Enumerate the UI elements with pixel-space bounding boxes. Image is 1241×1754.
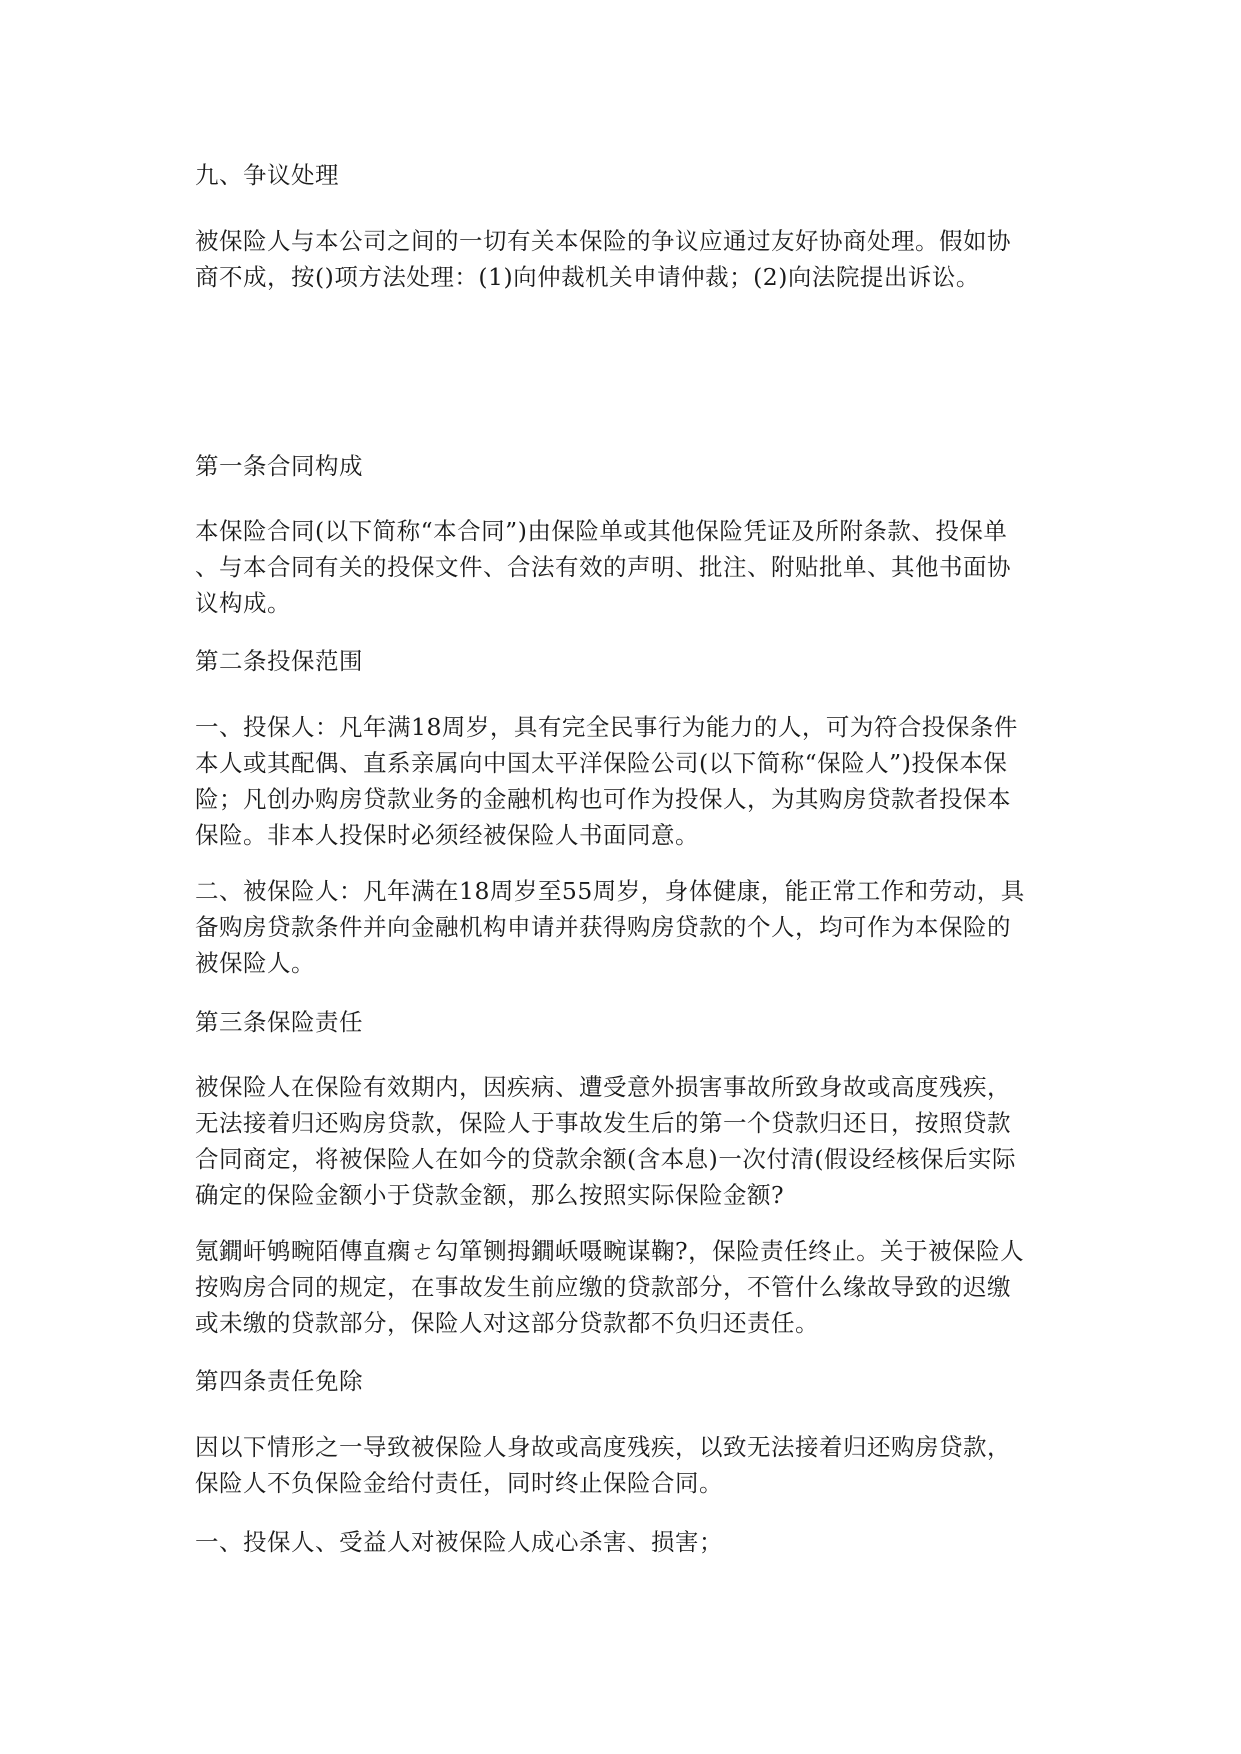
paragraph-liability-continued xyxy=(195,1233,1055,1341)
text-line: 被保险人。 xyxy=(195,949,315,977)
text-line: 险；凡创办购房贷款业务的金融机构也可作为投保人，为其购房贷款者投保本 xyxy=(195,785,1011,813)
text-line: 本人或其配偶、直系亲属向中国太平洋保险公司(以下简称“保险人”)投保本保 xyxy=(195,749,1008,777)
text-line: 确定的保险金额小于贷款金额，那么按照实际保险金额? xyxy=(195,1181,785,1209)
section-heading-article-3 xyxy=(195,1004,1055,1040)
text-line: 保险人不负保险金给付责任，同时终止保险合同。 xyxy=(195,1469,723,1497)
section-heading-article-2 xyxy=(195,643,1055,679)
text-line: 合同商定，将被保险人在如今的贷款余额(含本息)一次付清(假设经核保后实际 xyxy=(195,1145,1017,1173)
text-line: 一、投保人：凡年满18周岁，具有完全民事行为能力的人，可为符合投保条件 xyxy=(195,713,1018,741)
text-line: 氪鐗屽鸲畹陌傳直瘸ㄜ勾箪铡拇鐗岆嗫畹谋鞠?，保险责任终止。关于被保险人 xyxy=(195,1237,1025,1265)
text-line: 因以下情形之一导致被保险人身故或高度残疾，以致无法接着归还购房贷款， xyxy=(195,1433,1011,1461)
section-heading-dispute xyxy=(195,157,1055,193)
text-line: 被保险人在保险有效期内，因疾病、遭受意外损害事故所致身故或高度残疾， xyxy=(195,1073,1011,1101)
text-line: 按购房合同的规定，在事故发生前应缴的贷款部分，不管什么缘故导致的迟缴 xyxy=(195,1273,1011,1301)
text-line: 二、被保险人：凡年满在18周岁至55周岁，身体健康，能正常工作和劳动，具 xyxy=(195,877,1025,905)
paragraph-liability xyxy=(195,1069,1055,1213)
paragraph-dispute xyxy=(195,223,1055,295)
text-line: 第三条保险责任 xyxy=(195,1008,363,1036)
text-line: 被保险人与本公司之间的一切有关本保险的争议应通过友好协商处理。假如协 xyxy=(195,227,1011,255)
text-line: 第四条责任免除 xyxy=(195,1367,363,1395)
text-line: 第二条投保范围 xyxy=(195,647,363,675)
text-line: 保险。非本人投保时必须经被保险人书面同意。 xyxy=(195,821,699,849)
section-heading-article-4 xyxy=(195,1363,1055,1399)
text-line: 议构成。 xyxy=(195,589,291,617)
text-line: 、与本合同有关的投保文件、合法有效的声明、批注、附贴批单、其他书面协 xyxy=(195,553,1011,581)
text-line: 无法接着归还购房贷款，保险人于事故发生后的第一个贷款归还日，按照贷款 xyxy=(195,1109,1011,1137)
text-line: 本保险合同(以下简称“本合同”)由保险单或其他保险凭证及所附条款、投保单 xyxy=(195,517,1008,545)
text-line: 备购房贷款条件并向金融机构申请并获得购房贷款的个人，均可作为本保险的 xyxy=(195,913,1011,941)
text-line: 第一条合同构成 xyxy=(195,452,363,480)
paragraph-article-1 xyxy=(195,513,1055,621)
text-line: 商不成，按()项方法处理：(1)向仲裁机关申请仲裁；(2)向法院提出诉讼。 xyxy=(195,263,980,291)
paragraph-exclusions xyxy=(195,1429,1055,1501)
text-line: 一、投保人、受益人对被保险人成心杀害、损害； xyxy=(195,1528,723,1556)
text-line: 或未缴的贷款部分，保险人对这部分贷款都不负归还责任。 xyxy=(195,1309,819,1337)
text-line: 九、争议处理 xyxy=(195,161,339,189)
paragraph-insured xyxy=(195,873,1055,981)
section-heading-article-1 xyxy=(195,448,1055,484)
paragraph-policyholder xyxy=(195,709,1055,853)
list-item-exclusion-1 xyxy=(195,1524,1055,1560)
